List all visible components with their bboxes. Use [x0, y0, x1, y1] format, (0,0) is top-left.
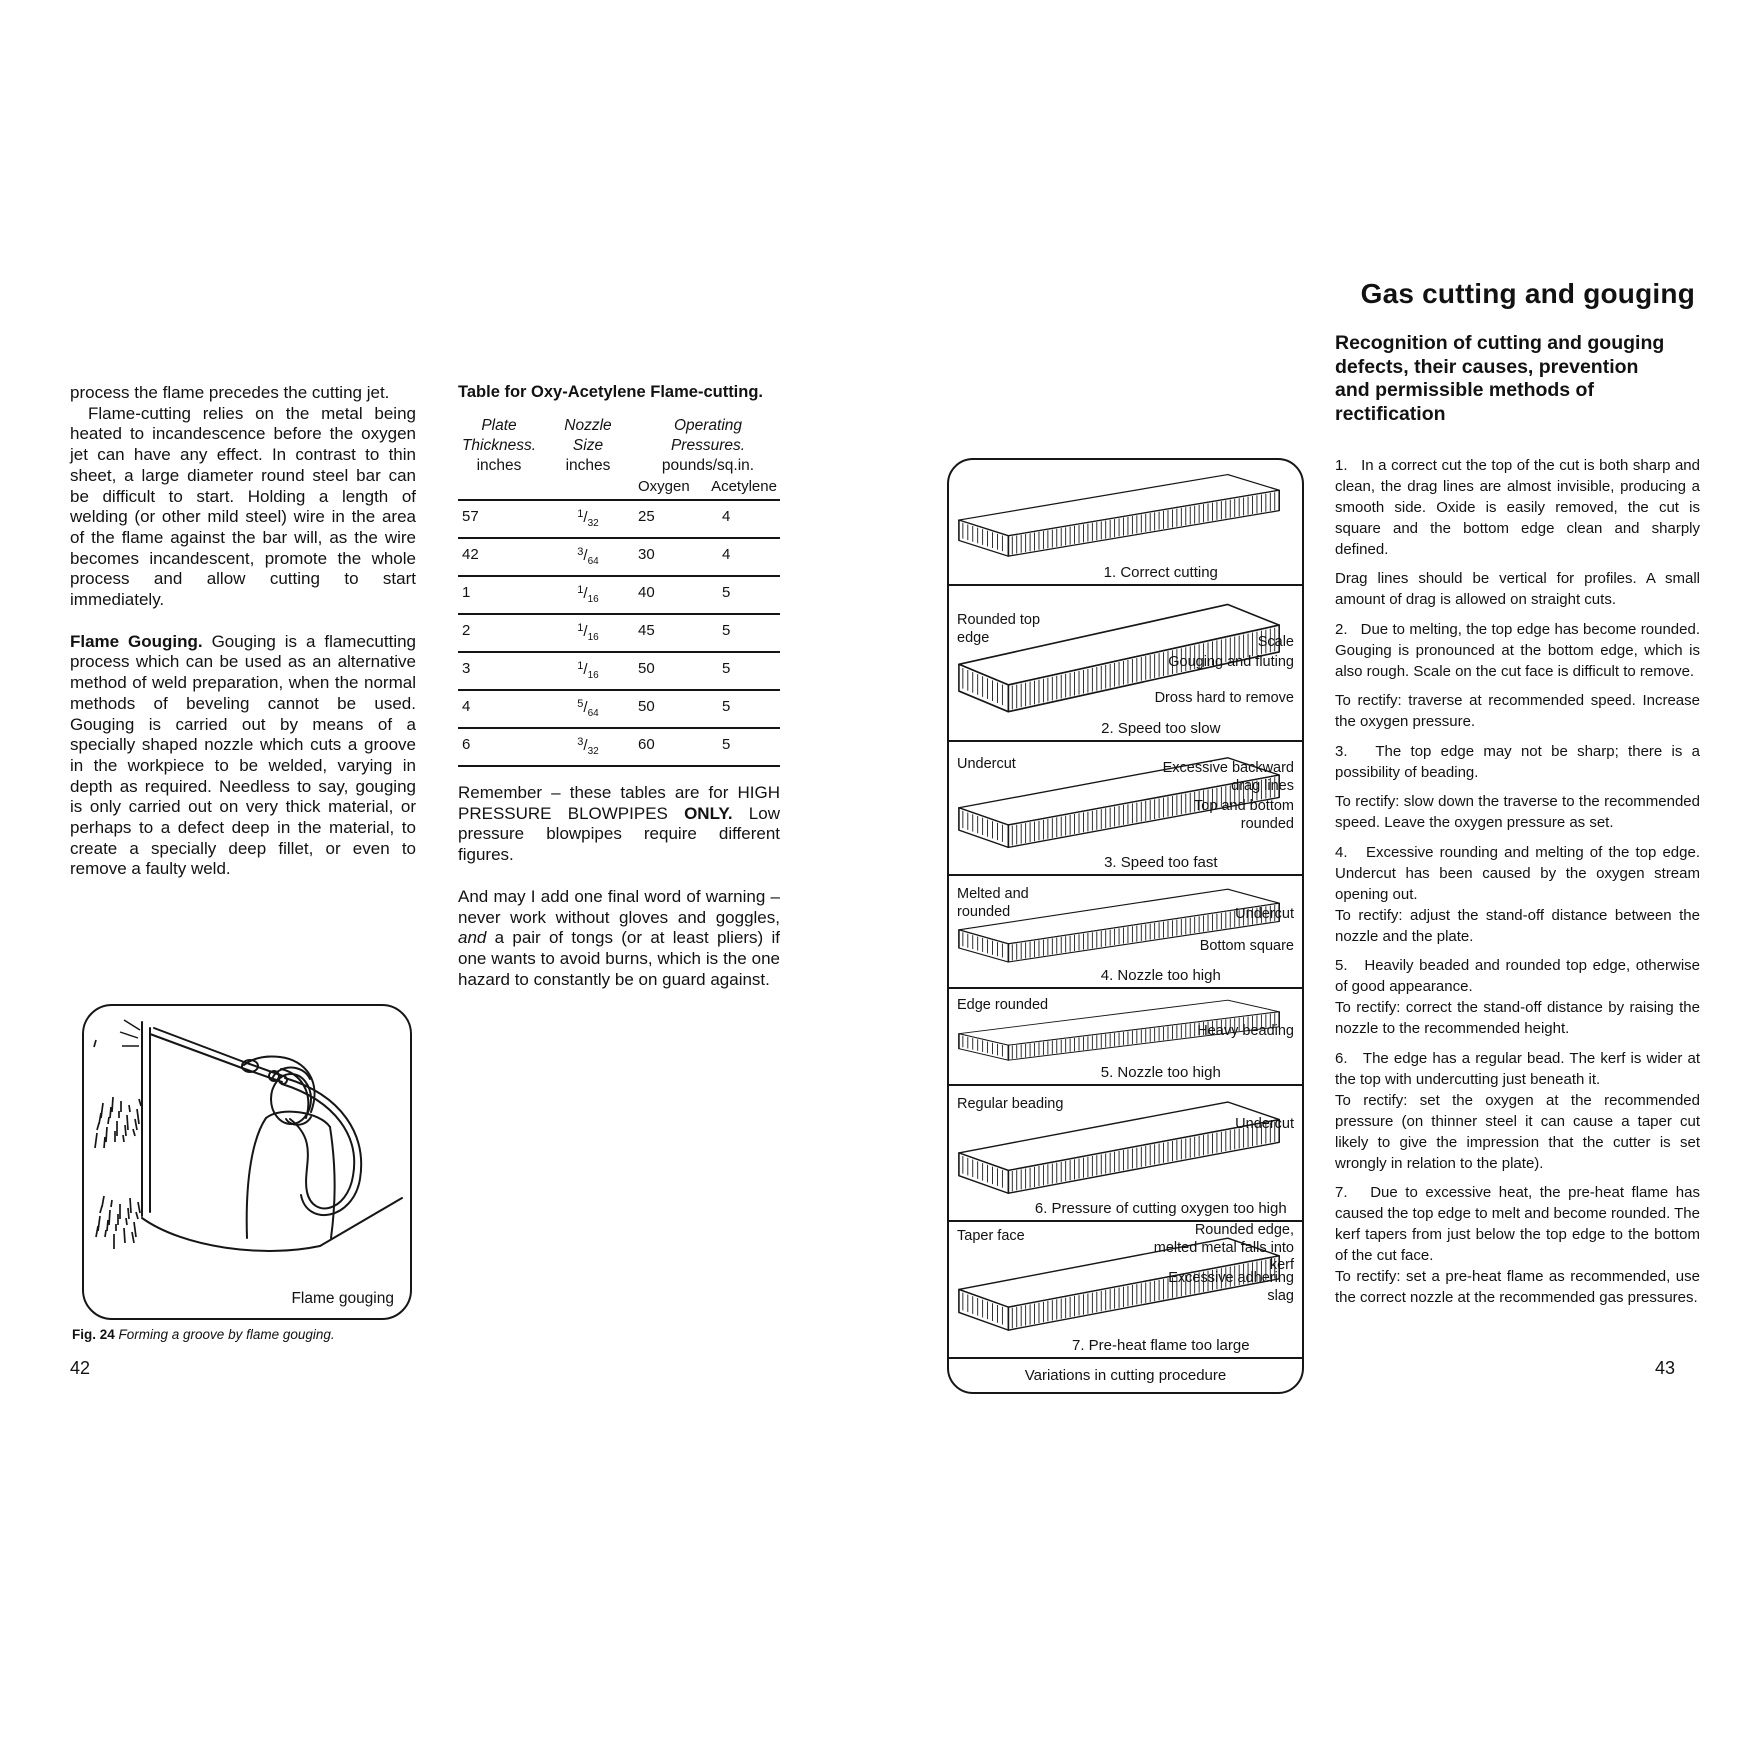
figure-caption: Fig. 24 Forming a groove by flame gouging.: [72, 1327, 335, 1342]
table-header-row: [458, 416, 780, 436]
panel-caption: 2. Speed too slow: [1101, 720, 1221, 737]
table-header-row: [458, 436, 780, 456]
cell-acetylene: 5: [722, 660, 731, 677]
cell-acetylene: 5: [722, 736, 731, 753]
table-header-row: [458, 456, 780, 476]
page-number-left: 42: [70, 1358, 91, 1378]
cutting-defects-diagram: [947, 458, 1304, 1394]
table-row: [458, 727, 780, 765]
defect-label: Rounded edge, melted metal falls into kerf: [1153, 1222, 1294, 1273]
paragraph: 4. Excessive rounding and melting of the top edge. Undercut has been caused by the oxygen stream opening out.: [1335, 843, 1700, 903]
cell-nozzle-size: $^1/_{16}$: [577, 622, 599, 643]
defect-label: Bottom square: [1199, 938, 1294, 954]
diagram-panel-5: [949, 987, 1302, 1084]
warning-paragraph: And may I add one final word of warning – never work without gloves and goggles, and a pair of tongs (or at least pliers) if one wants to avoid burns, which is the one hazard to constantly be on guard against.: [458, 886, 780, 989]
header-size: Size: [572, 437, 604, 454]
header-inches: inches: [476, 457, 522, 474]
cell-acetylene: 5: [722, 698, 731, 715]
cell-nozzle-size: $^1/_{16}$: [577, 584, 599, 605]
cell-thickness: 3: [462, 660, 471, 677]
defect-label: Excessive backward drag lines: [1162, 760, 1294, 794]
remember-paragraph: Remember – these tables are for HIGH PRESSURE BLOWPIPES ONLY. Low pressure blowpipes require different figures.: [458, 783, 780, 865]
cell-oxygen: 40: [638, 584, 655, 601]
cell-nozzle-size: $^1/_{16}$: [577, 660, 599, 681]
figure-24-box: [82, 1004, 412, 1320]
cell-thickness: 1: [462, 584, 471, 601]
cell-thickness: 42: [462, 546, 479, 563]
defect-label: Taper face: [957, 1228, 1025, 1244]
diagram-panel-1: [949, 460, 1302, 584]
defect-label: Heavy beading: [1197, 1023, 1294, 1039]
paragraph: 1. In a correct cut the top of the cut is both sharp and clean, the drag lines are almost invisible, producing a smooth side. Oxide is easily removed, the cut is square and the bottom edge clean and sharply defined.: [1335, 456, 1700, 558]
header-thickness: Thickness.: [461, 437, 537, 454]
header-inches: inches: [565, 457, 611, 474]
defect-label: Scale: [1257, 634, 1294, 650]
paragraph: 3. The top edge may not be sharp; there is a possibility of beading.: [1335, 742, 1700, 781]
defect-label: Melted and rounded: [957, 886, 1029, 920]
paragraph: To rectify: set the oxygen at the recommended pressure (on thinner steel it can cause a taper cut likely to give the impression that the cutter is set wrongly in relation to the plate).: [1335, 1091, 1700, 1172]
table-column: [458, 383, 780, 990]
cell-oxygen: 25: [638, 508, 655, 525]
table-row: [458, 575, 780, 613]
table-row: [458, 499, 780, 537]
defect-label: Dross hard to remove: [1154, 690, 1294, 706]
defect-label: Undercut: [1235, 906, 1294, 922]
paragraph: To rectify: traverse at recommended speed. Increase the oxygen pressure.: [1335, 692, 1700, 730]
cell-nozzle-size: $^1/_{32}$: [577, 508, 599, 529]
flame-cutting-table: [458, 499, 780, 767]
cut-sample-drawing: [951, 462, 1296, 564]
defect-label: Rounded top edge: [957, 612, 1041, 646]
cell-oxygen: 45: [638, 622, 655, 639]
panel-caption: 7. Pre-heat flame too large: [1071, 1337, 1250, 1354]
diagram-panel-2: [949, 584, 1302, 740]
cell-thickness: 2: [462, 622, 471, 639]
table-title: Table for Oxy-Acetylene Flame-cutting.: [458, 383, 764, 401]
cell-oxygen: 50: [638, 660, 655, 677]
cell-acetylene: 5: [722, 584, 731, 601]
paragraph: To rectify: set a pre-heat flame as recommended, use the correct nozzle at the recommended gas pressures.: [1335, 1268, 1700, 1306]
header-operating: Operating: [673, 417, 743, 434]
defect-label: Excessive adhering slag: [1168, 1270, 1294, 1304]
page-title: Gas cutting and gouging: [1360, 278, 1695, 309]
cell-oxygen: 60: [638, 736, 655, 753]
paragraph: process the flame precedes the cutting jet.: [70, 383, 390, 402]
table-row: [458, 689, 780, 727]
paragraph: 2. Due to melting, the top edge has become rounded. Gouging is pronounced at the bottom edge, which is also rough. Scale on the cut face is difficult to remove.: [1335, 620, 1700, 680]
header-nozzle: Nozzle: [564, 417, 612, 434]
flame-gouging-illustration: [84, 1006, 404, 1312]
cell-thickness: 57: [462, 508, 479, 525]
paragraph: To rectify: correct the stand-off distance by raising the nozzle to the recommended height.: [1335, 999, 1700, 1037]
left-text-column: [70, 383, 416, 880]
table-row: [458, 651, 780, 689]
paragraph: To rectify: slow down the traverse to the recommended speed. Leave the oxygen pressure as set.: [1335, 793, 1700, 831]
paragraph: Flame-cutting relies on the metal being heated to incandescence before the oxygen jet can have any effect. In contrast to thin sheet, a large diameter round steel bar can be difficult to start. Holding a length of welding (or other mild steel) wire in the area of the flame against the bar will, as the wire becomes incandescent, promote the whole process and allow cutting to start immediately.: [70, 403, 416, 610]
panel-caption: 6. Pressure of cutting oxygen too high: [1034, 1200, 1287, 1217]
cell-acetylene: 5: [722, 622, 731, 639]
panel-caption: 1. Correct cutting: [1103, 564, 1218, 581]
diagram-panels: [949, 460, 1302, 1357]
cell-oxygen: 50: [638, 698, 655, 715]
page-number-right: 43: [1654, 1358, 1675, 1378]
cell-thickness: 4: [462, 698, 471, 715]
paragraph: 6. The edge has a regular bead. The kerf is wider at the top with undercutting just beneath it.: [1335, 1049, 1700, 1088]
section-heading: Recognition of cutting and gouging defects, their causes, prevention and permissible methods of rectification: [1335, 332, 1665, 425]
diagram-footer: Variations in cutting procedure: [949, 1357, 1302, 1392]
paragraph: 5. Heavily beaded and rounded top edge, otherwise of good appearance.: [1335, 957, 1700, 995]
table-row: [458, 613, 780, 651]
panel-caption: 4. Nozzle too high: [1100, 967, 1221, 984]
header-pounds: pounds/sq.in.: [661, 457, 755, 474]
cell-acetylene: 4: [722, 508, 731, 525]
table-subheader-row: [458, 476, 780, 499]
cell-nozzle-size: $^3/_{32}$: [577, 736, 599, 757]
cell-thickness: 6: [462, 736, 471, 753]
right-column-paragraphs: [1335, 446, 1700, 1308]
panel-caption: 5. Nozzle too high: [1100, 1064, 1221, 1081]
header-oxygen: Oxygen: [638, 478, 690, 495]
diagram-panel-7: [949, 1220, 1302, 1357]
defect-label: Edge rounded: [957, 997, 1049, 1013]
defect-label: Top and bottom rounded: [1194, 798, 1294, 832]
cell-nozzle-size: $^5/_{64}$: [577, 698, 599, 719]
panel-caption: 3. Speed too fast: [1104, 854, 1218, 871]
diagram-panel-6: [949, 1084, 1302, 1220]
cell-oxygen: 30: [638, 546, 655, 563]
cell-nozzle-size: $^3/_{64}$: [577, 546, 599, 567]
header-acetylene: Acetylene: [711, 478, 777, 495]
defect-label: Gouging and fluting: [1168, 654, 1294, 670]
paragraph: To rectify: adjust the stand-off distance between the nozzle and the plate.: [1335, 906, 1700, 945]
header-pressures: Pressures.: [670, 437, 746, 454]
diagram-panel-4: [949, 874, 1302, 987]
defect-label: Undercut: [957, 756, 1016, 772]
paragraph: 7. Due to excessive heat, the pre-heat flame has caused the top edge to melt and become rounded. The kerf tapers from just below the top edge to the bottom of the cut face.: [1335, 1184, 1700, 1264]
defect-label: Undercut: [1235, 1116, 1294, 1132]
paragraph-flame-gouging: Flame Gouging. Gouging is a flamecutting process which can be used as an alternative method of weld preparation, when the normal methods of beveling cannot be used. Gouging is carried out by means of a specially shaped nozzle which cuts a groove in the workpiece to be welded, varying in depth as required. Needless to say, gouging is only carried out on very thick material, or perhaps to a defect deep in the material, to create a specially deep fillet, or even to remove a faulty weld.: [70, 631, 416, 879]
defect-label: Regular beading: [957, 1096, 1064, 1112]
diagram-panel-3: [949, 740, 1302, 874]
paragraph: Drag lines should be vertical for profiles. A small amount of drag is allowed on straight cuts.: [1335, 570, 1700, 608]
table-row: [458, 537, 780, 575]
header-plate: Plate: [481, 417, 517, 434]
figure-inner-label: Flame gouging: [291, 1290, 394, 1307]
cell-acetylene: 4: [722, 546, 731, 563]
